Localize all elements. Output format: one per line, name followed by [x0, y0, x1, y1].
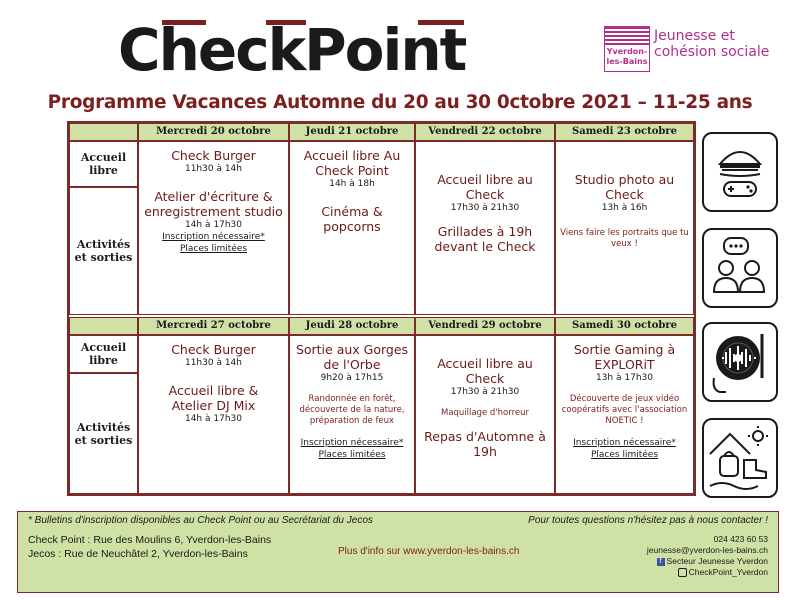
website-link[interactable]: Plus d'info sur www.yverdon-les-bains.ch: [338, 546, 520, 557]
day-header: Samedi 23 octobre: [555, 123, 694, 141]
header-corner: [69, 317, 138, 335]
day-header: Vendredi 29 octobre: [415, 317, 555, 335]
day-cell-wed-20: Check Burger 11h30 à 14h Atelier d'écriture & enregistrement studio 14h à 17h30 Inscription nécessaire* Places limitées: [138, 141, 289, 315]
row-label-activites: Activités et sorties: [69, 187, 138, 315]
day-header: Mercredi 27 octobre: [138, 317, 289, 335]
day-header: Vendredi 22 octobre: [415, 123, 555, 141]
phone-number: 024 423 60 53: [713, 534, 768, 544]
address-jecos: Jecos : Rue de Neuchâtel 2, Yverdon-les-Bains: [28, 548, 248, 560]
day-cell-fri-22: Accueil libre au Check 17h30 à 21h30 Grillades à 19h devant le Check: [415, 141, 555, 315]
day-cell-thu-28: Sortie aux Gorges de l'Orbe 9h20 à 17h15 Randonnée en forêt, découverte de la nature, préparation de feux Inscription nécessaire* Places limitées: [289, 335, 415, 494]
yverdon-logo: [604, 26, 650, 72]
header-corner: [69, 123, 138, 141]
email-link[interactable]: jeunesse@yverdon-les-bains.ch: [646, 545, 768, 555]
registration-note: * Bulletins d'inscription disponibles au Check Point ou au Secrétariat du Jecos: [28, 515, 373, 526]
checkpoint-logo: [118, 10, 568, 82]
outdoor-hiking-icon: [702, 418, 778, 498]
waves-icon: [605, 27, 649, 45]
day-header: Samedi 30 octobre: [555, 317, 694, 335]
day-cell-sat-23: Studio photo au Check 13h à 16h Viens faire les portraits que tu veux !: [555, 141, 694, 315]
day-header: Jeudi 28 octobre: [289, 317, 415, 335]
yverdon-logo-text: Yverdon-les-Bains: [606, 47, 648, 66]
contact-prompt: Pour toutes questions n'hésitez pas à nous contacter !: [528, 515, 768, 526]
page-title: Programme Vacances Automne du 20 au 30 0ctobre 2021 – 11-25 ans: [47, 92, 753, 113]
day-cell-thu-21: Accueil libre Au Check Point 14h à 18h Cinéma & popcorns: [289, 141, 415, 315]
day-cell-fri-29: Accueil libre au Check 17h30 à 21h30 Maquillage d'horreur Repas d'Automne à 19h: [415, 335, 555, 494]
chat-people-icon: [702, 228, 778, 308]
facebook-icon: f: [657, 558, 665, 566]
food-gaming-icon: [702, 132, 778, 212]
dj-music-icon: [702, 322, 778, 402]
row-label-activites: Activités et sorties: [69, 373, 138, 494]
schedule-table: [67, 121, 696, 496]
day-header: Mercredi 20 octobre: [138, 123, 289, 141]
row-label-accueil: Accueil libre: [69, 335, 138, 373]
facebook-link[interactable]: f Secteur Jeunesse Yverdon: [657, 556, 768, 566]
day-cell-wed-27: Check Burger 11h30 à 14h Accueil libre & Atelier DJ Mix 14h à 17h30: [138, 335, 289, 494]
day-cell-sat-30: Sortie Gaming à EXPLORiT 13h à 17h30 Découverte de jeux vidéo coopératifs avec l'association NOETIC ! Inscription nécessaire* Places limitées: [555, 335, 694, 494]
partner-name: Jeunesse et cohésion sociale: [654, 28, 770, 60]
row-label-accueil: Accueil libre: [69, 141, 138, 187]
footer-info-panel: [17, 511, 779, 593]
instagram-link[interactable]: CheckPoint_Yverdon: [678, 567, 768, 577]
address-checkpoint: Check Point : Rue des Moulins 6, Yverdon-les-Bains: [28, 534, 272, 546]
instagram-icon: [678, 568, 687, 577]
logo-text: CheckPoint: [118, 16, 466, 84]
day-header: Jeudi 21 octobre: [289, 123, 415, 141]
